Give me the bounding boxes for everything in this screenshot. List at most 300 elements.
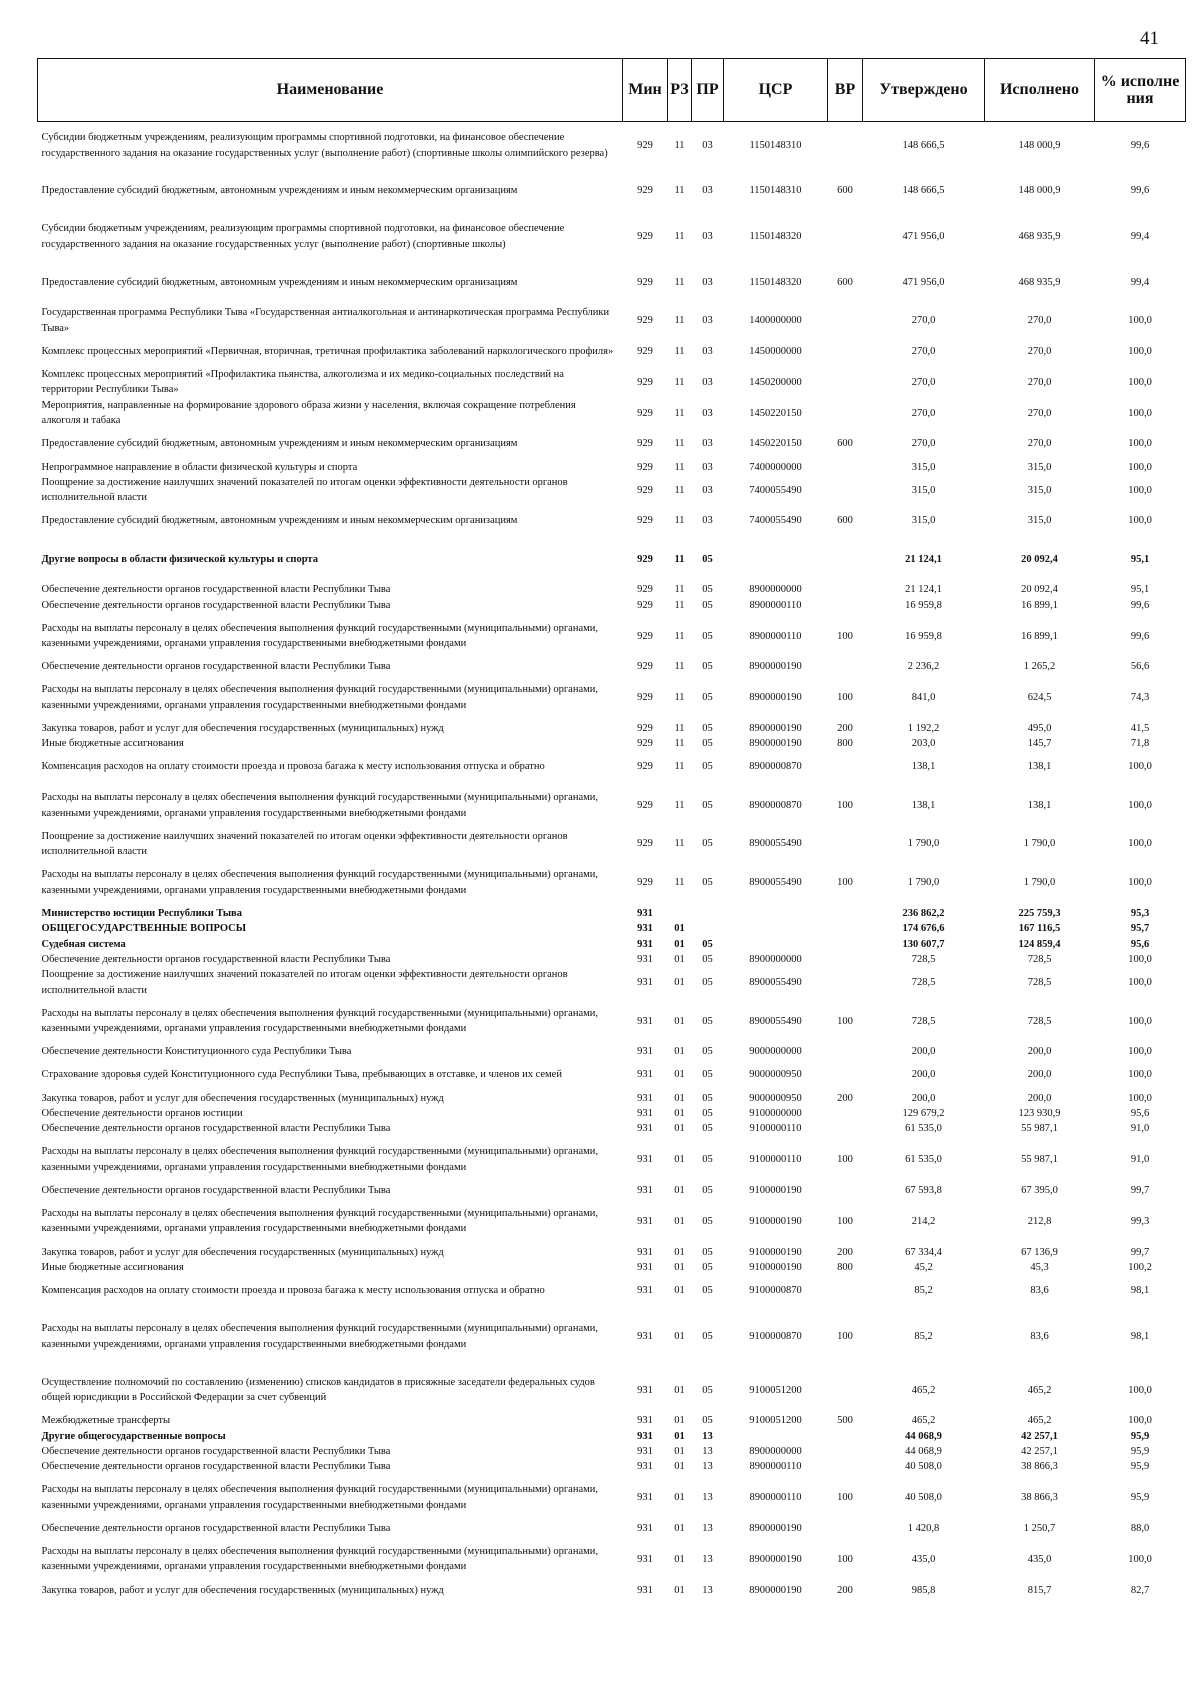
table-row: [38, 1459, 1186, 1474]
cell-executed: 728,5: [1027, 1015, 1052, 1027]
cell-pr: 05: [702, 692, 713, 704]
table-row: [38, 1583, 1186, 1598]
cell-min: 929: [637, 140, 653, 152]
cell-executed: 728,5: [1027, 953, 1052, 965]
cell-csr: 1450220150: [749, 407, 802, 419]
table-row: [38, 1275, 1186, 1306]
cell-min: 931: [637, 1445, 653, 1457]
cell-name: Страхование здоровья судей Конституционного суда Республики Тыва, пребывающих в отставке, и членов их семей: [41, 1069, 562, 1081]
cell-name: Расходы на выплаты персоналу в целях обеспечения выполнения функций государственными (муниципальными) органами, казенными учреждениями, органами управления государственными внебюджетными фондами: [41, 1146, 599, 1173]
cell-pr: 05: [702, 838, 713, 850]
cell-name: Министерство юстиции Республики Тыва: [41, 907, 242, 919]
cell-executed: 1 265,2: [1023, 661, 1056, 673]
cell-min: 929: [637, 461, 653, 473]
cell-csr: 8900000190: [749, 738, 802, 750]
cell-approved: 203,0: [911, 738, 936, 750]
cell-approved: 16 959,8: [905, 599, 942, 611]
cell-csr: 8900000110: [749, 599, 802, 611]
cell-percent: 88,0: [1130, 1522, 1150, 1534]
cell-executed: 465,2: [1027, 1384, 1052, 1396]
cell-csr: 9000000950: [749, 1092, 802, 1104]
cell-executed: 83,6: [1030, 1285, 1049, 1297]
cell-executed: 200,0: [1027, 1092, 1052, 1104]
cell-csr: 8900000190: [749, 692, 802, 704]
cell-name: Обеспечение деятельности органов государственной власти Республики Тыва: [41, 1184, 391, 1196]
table-header-row: [38, 59, 1186, 122]
cell-min: 929: [637, 599, 653, 611]
cell-vr: 200: [837, 1092, 853, 1104]
cell-csr: 1400000000: [749, 315, 802, 327]
cell-executed: 1 790,0: [1023, 838, 1056, 850]
cell-percent: 100,0: [1128, 407, 1152, 419]
cell-executed: 145,7: [1027, 738, 1052, 750]
cell-csr: 9100000190: [749, 1261, 802, 1273]
cell-executed: 67 136,9: [1021, 1246, 1058, 1258]
cell-percent: 100,0: [1128, 876, 1152, 888]
cell-percent: 100,0: [1128, 977, 1152, 989]
cell-vr: [828, 1459, 863, 1474]
cell-csr: 9100000870: [749, 1285, 802, 1297]
cell-percent: 100,2: [1128, 1261, 1152, 1273]
cell-pr: 05: [702, 553, 713, 565]
table-row: [38, 860, 1186, 906]
cell-vr: [828, 305, 863, 336]
table-row: [38, 721, 1186, 736]
cell-min: 929: [637, 407, 653, 419]
cell-name: Компенсация расходов на оплату стоимости проезда и провоза багажа к месту использования отпуска и обратно: [41, 1285, 545, 1297]
cell-executed: 468 935,9: [1018, 276, 1061, 288]
cell-vr: [828, 336, 863, 367]
cell-executed: 465,2: [1027, 1415, 1052, 1427]
cell-rz: 11: [674, 230, 685, 242]
cell-pr: 13: [702, 1584, 713, 1596]
cell-rz: 01: [674, 1069, 685, 1081]
cell-csr: 9100051200: [749, 1415, 802, 1427]
cell-rz: 11: [674, 553, 685, 565]
cell-csr: 7400055490: [749, 484, 802, 496]
cell-rz: 01: [674, 1092, 685, 1104]
cell-vr: [828, 1429, 863, 1444]
table-row: [38, 1444, 1186, 1459]
cell-csr: 9100000190: [749, 1184, 802, 1196]
cell-min: 931: [637, 1461, 653, 1473]
cell-min: 931: [637, 1430, 653, 1442]
table-row: [38, 305, 1186, 336]
cell-min: 929: [637, 484, 653, 496]
cell-executed: 1 250,7: [1023, 1522, 1056, 1534]
cell-min: 929: [637, 438, 653, 450]
cell-csr: 9100000110: [749, 1123, 802, 1135]
cell-rz: 01: [674, 1584, 685, 1596]
table-row: [38, 1183, 1186, 1198]
cell-vr: [828, 1183, 863, 1198]
cell-percent: 99,4: [1130, 230, 1150, 242]
cell-rz: 01: [674, 1246, 685, 1258]
col-header-percent: % исполне ния: [1095, 59, 1186, 122]
cell-vr: 100: [837, 1215, 853, 1227]
cell-name: Обеспечение деятельности органов государственной власти Республики Тыва: [41, 584, 391, 596]
cell-percent: 99,4: [1130, 276, 1150, 288]
cell-executed: 495,0: [1027, 722, 1052, 734]
cell-pr: 13: [702, 1553, 713, 1565]
cell-executed: 16 899,1: [1021, 630, 1058, 642]
cell-percent: 95,9: [1130, 1445, 1150, 1457]
cell-csr: 9000000950: [749, 1069, 802, 1081]
cell-rz: 11: [674, 599, 685, 611]
cell-pr: 05: [702, 722, 713, 734]
cell-percent: 100,0: [1128, 799, 1152, 811]
cell-executed: 270,0: [1027, 315, 1052, 327]
cell-csr: [724, 1429, 828, 1444]
cell-pr: 05: [702, 1184, 713, 1196]
cell-csr: 8900000870: [749, 761, 802, 773]
cell-min: 929: [637, 738, 653, 750]
cell-vr: [828, 460, 863, 475]
cell-executed: 38 866,3: [1021, 1492, 1058, 1504]
cell-csr: 1450200000: [749, 376, 802, 388]
cell-pr: 03: [702, 515, 713, 527]
cell-pr: 03: [702, 438, 713, 450]
cell-executed: 435,0: [1027, 1553, 1052, 1565]
cell-name: Расходы на выплаты персоналу в целях обеспечения выполнения функций государственными (муниципальными) органами, казенными учреждениями, органами управления государственными внебюджетными фондами: [41, 1546, 599, 1573]
cell-vr: 100: [837, 799, 853, 811]
cell-rz: 11: [674, 584, 685, 596]
cell-executed: 20 092,4: [1021, 553, 1058, 565]
cell-percent: 95,1: [1130, 553, 1150, 565]
cell-approved: 200,0: [911, 1069, 936, 1081]
cell-csr: 9100051200: [749, 1384, 802, 1396]
cell-vr: [828, 1044, 863, 1059]
col-header-rz: РЗ: [668, 59, 692, 122]
cell-min: 931: [637, 1522, 653, 1534]
cell-min: 931: [637, 977, 653, 989]
cell-rz: 01: [674, 1492, 685, 1504]
cell-executed: 124 859,4: [1018, 938, 1061, 950]
table-row: [38, 1536, 1186, 1582]
cell-name: Другие общегосударственные вопросы: [41, 1430, 226, 1442]
cell-percent: 95,3: [1130, 907, 1150, 919]
cell-rz: 01: [674, 1107, 685, 1119]
cell-approved: 2 236,2: [907, 661, 940, 673]
cell-percent: 99,6: [1130, 184, 1150, 196]
cell-min: 931: [637, 1015, 653, 1027]
cell-pr: 05: [702, 1107, 713, 1119]
cell-percent: 100,0: [1128, 345, 1152, 357]
cell-approved: 67 334,4: [905, 1246, 942, 1258]
table-row: [38, 1429, 1186, 1444]
cell-percent: 74,3: [1130, 692, 1150, 704]
cell-approved: 200,0: [911, 1046, 936, 1058]
cell-pr: 05: [702, 599, 713, 611]
cell-rz: 11: [674, 461, 685, 473]
cell-vr: 600: [837, 184, 853, 196]
cell-vr: 100: [837, 1553, 853, 1565]
table-row: [38, 168, 1186, 214]
cell-executed: 55 987,1: [1021, 1123, 1058, 1135]
cell-min: 929: [637, 722, 653, 734]
cell-executed: 815,7: [1027, 1584, 1052, 1596]
cell-executed: 45,3: [1030, 1261, 1049, 1273]
cell-vr: [828, 1060, 863, 1091]
cell-pr: 03: [702, 407, 713, 419]
cell-name: Обеспечение деятельности органов государственной власти Республики Тыва: [41, 953, 391, 965]
cell-approved: 40 508,0: [905, 1461, 942, 1473]
cell-percent: 98,1: [1130, 1285, 1150, 1297]
cell-percent: 99,6: [1130, 599, 1150, 611]
cell-min: 929: [637, 761, 653, 773]
cell-pr: 05: [702, 761, 713, 773]
cell-min: 931: [637, 1215, 653, 1227]
cell-pr: 05: [702, 977, 713, 989]
cell-rz: 11: [674, 692, 685, 704]
cell-executed: 270,0: [1027, 438, 1052, 450]
table-row: [38, 475, 1186, 506]
cell-name: Судебная система: [41, 938, 126, 950]
cell-executed: 270,0: [1027, 376, 1052, 388]
cell-executed: 270,0: [1027, 407, 1052, 419]
cell-csr: 8900055490: [749, 1015, 802, 1027]
cell-vr: [828, 1367, 863, 1413]
cell-vr: 200: [837, 1246, 853, 1258]
cell-approved: 471 956,0: [902, 230, 945, 242]
cell-csr: 9100000110: [749, 1154, 802, 1166]
cell-approved: 44 068,9: [905, 1445, 942, 1457]
cell-name: Обеспечение деятельности органов государственной власти Республики Тыва: [41, 599, 391, 611]
cell-vr: 100: [837, 1492, 853, 1504]
cell-approved: 435,0: [911, 1553, 936, 1565]
cell-pr: 05: [702, 953, 713, 965]
cell-name: Расходы на выплаты персоналу в целях обеспечения выполнения функций государственными (муниципальными) органами, казенными учреждениями, органами управления государственными внебюджетными фондами: [41, 869, 599, 896]
col-header-approved: Утверждено: [863, 59, 985, 122]
cell-name: Обеспечение деятельности органов государственной власти Республики Тыва: [41, 1522, 391, 1534]
cell-percent: 99,7: [1130, 1246, 1150, 1258]
cell-percent: 41,5: [1130, 722, 1150, 734]
cell-pr: 05: [702, 1331, 713, 1343]
cell-csr: [724, 937, 828, 952]
table-row: [38, 1044, 1186, 1059]
cell-vr: [828, 967, 863, 998]
cell-executed: 225 759,3: [1018, 907, 1061, 919]
table-row: [38, 1198, 1186, 1244]
cell-pr: 05: [702, 738, 713, 750]
cell-approved: 85,2: [914, 1331, 933, 1343]
cell-executed: 468 935,9: [1018, 230, 1061, 242]
cell-rz: 01: [674, 923, 685, 935]
cell-executed: 315,0: [1027, 484, 1052, 496]
cell-pr: 05: [702, 1069, 713, 1081]
cell-vr: [828, 1444, 863, 1459]
cell-min: 929: [637, 376, 653, 388]
cell-pr: 03: [702, 140, 713, 152]
cell-approved: 148 666,5: [902, 184, 945, 196]
table-row: [38, 1367, 1186, 1413]
cell-name: Предоставление субсидий бюджетным, автономным учреждениям и иным некоммерческим организациям: [41, 438, 518, 450]
cell-pr: 05: [702, 1215, 713, 1227]
cell-name: Расходы на выплаты персоналу в целях обеспечения выполнения функций государственными (муниципальными) органами, казенными учреждениями, органами управления государственными внебюджетными фондами: [41, 1484, 599, 1511]
cell-approved: 465,2: [911, 1415, 936, 1427]
cell-executed: 624,5: [1027, 692, 1052, 704]
cell-pr: 05: [702, 1384, 713, 1396]
cell-percent: 100,0: [1128, 461, 1152, 473]
cell-name: Обеспечение деятельности органов государственной власти Республики Тыва: [41, 1123, 391, 1135]
cell-executed: 315,0: [1027, 461, 1052, 473]
cell-percent: 100,0: [1128, 1092, 1152, 1104]
cell-min: 929: [637, 315, 653, 327]
cell-rz: 11: [674, 184, 685, 196]
cell-pr: 05: [702, 661, 713, 673]
cell-percent: 100,0: [1128, 1015, 1152, 1027]
cell-csr: 1150148310: [749, 184, 802, 196]
cell-rz: 11: [674, 630, 685, 642]
cell-pr: 05: [702, 876, 713, 888]
cell-rz: 11: [674, 315, 685, 327]
cell-approved: 16 959,8: [905, 630, 942, 642]
cell-vr: [828, 952, 863, 967]
cell-executed: 200,0: [1027, 1069, 1052, 1081]
cell-pr: 13: [702, 1492, 713, 1504]
table-row: [38, 1060, 1186, 1091]
cell-rz: 01: [674, 938, 685, 950]
cell-name: Расходы на выплаты персоналу в целях обеспечения выполнения функций государственными (муниципальными) органами, казенными учреждениями, органами управления государственными внебюджетными фондами: [41, 1323, 599, 1350]
cell-min: 931: [637, 1285, 653, 1297]
col-header-min: Мин: [623, 59, 668, 122]
cell-name: Поощрение за достижение наилучших значений показателей по итогам оценки эффективности деятельности органов исполнительной власти: [41, 476, 568, 504]
cell-percent: 100,0: [1128, 376, 1152, 388]
cell-percent: 100,0: [1128, 1384, 1152, 1396]
cell-rz: 11: [674, 345, 685, 357]
cell-rz: [668, 906, 692, 921]
table-row: [38, 1091, 1186, 1106]
cell-name: Иные бюджетные ассигнования: [41, 1261, 184, 1273]
cell-percent: 100,0: [1128, 438, 1152, 450]
cell-min: 929: [637, 838, 653, 850]
cell-vr: [828, 1275, 863, 1306]
table-row: [38, 1521, 1186, 1536]
cell-name: Расходы на выплаты персоналу в целях обеспечения выполнения функций государственными (муниципальными) органами, казенными учреждениями, органами управления государственными внебюджетными фондами: [41, 622, 599, 650]
cell-rz: 01: [674, 1415, 685, 1427]
cell-percent: 98,1: [1130, 1331, 1150, 1343]
cell-percent: 99,6: [1130, 630, 1150, 642]
cell-approved: 61 535,0: [905, 1123, 942, 1135]
cell-approved: 130 607,7: [902, 938, 945, 950]
cell-approved: 21 124,1: [905, 553, 942, 565]
table-row: [38, 829, 1186, 860]
cell-approved: 270,0: [911, 407, 936, 419]
cell-csr: 1150148310: [749, 140, 802, 152]
cell-executed: 167 116,5: [1018, 923, 1061, 935]
cell-approved: 465,2: [911, 1384, 936, 1396]
cell-csr: 8900000190: [749, 1584, 802, 1596]
cell-min: 931: [637, 1331, 653, 1343]
cell-name: Другие вопросы в области физической культуры и спорта: [41, 553, 318, 565]
page-number: 41: [1140, 28, 1159, 49]
cell-pr: 05: [702, 1415, 713, 1427]
cell-rz: 11: [674, 738, 685, 750]
cell-name: Компенсация расходов на оплату стоимости проезда и провоза багажа к месту использования отпуска и обратно: [41, 761, 545, 773]
cell-pr: 05: [702, 799, 713, 811]
cell-csr: [724, 537, 828, 583]
cell-min: 931: [637, 1046, 653, 1058]
col-header-csr: ЦСР: [724, 59, 828, 122]
cell-name: Иные бюджетные ассигнования: [41, 738, 184, 750]
cell-vr: 200: [837, 722, 853, 734]
cell-pr: 13: [702, 1445, 713, 1457]
cell-approved: 148 666,5: [902, 140, 945, 152]
cell-vr: [828, 537, 863, 583]
cell-csr: 8900055490: [749, 876, 802, 888]
cell-executed: 148 000,9: [1018, 140, 1061, 152]
cell-rz: 11: [674, 799, 685, 811]
table-row: [38, 659, 1186, 674]
cell-vr: 100: [837, 1015, 853, 1027]
cell-rz: 01: [674, 977, 685, 989]
cell-name: Поощрение за достижение наилучших значений показателей по итогам оценки эффективности деятельности органов исполнительной власти: [41, 830, 568, 858]
cell-vr: [828, 367, 863, 398]
table-row: [38, 1106, 1186, 1121]
cell-pr: 05: [702, 1154, 713, 1166]
cell-csr: 1450000000: [749, 345, 802, 357]
cell-approved: 728,5: [911, 977, 936, 989]
cell-vr: [828, 1121, 863, 1136]
cell-name: ОБЩЕГОСУДАРСТВЕННЫЕ ВОПРОСЫ: [41, 923, 247, 935]
cell-executed: 20 092,4: [1021, 584, 1058, 596]
cell-percent: 95,7: [1130, 923, 1150, 935]
cell-name: Закупка товаров, работ и услуг для обеспечения государственных (муниципальных) нужд: [41, 1246, 444, 1258]
cell-pr: 05: [702, 584, 713, 596]
cell-rz: 11: [674, 515, 685, 527]
table-row: [38, 367, 1186, 398]
cell-name: Закупка товаров, работ и услуг для обеспечения государственных (муниципальных) нужд: [41, 1092, 444, 1104]
table-body: [38, 122, 1186, 1598]
cell-csr: 8900000870: [749, 799, 802, 811]
cell-vr: [828, 582, 863, 597]
cell-pr: 05: [702, 1123, 713, 1135]
cell-csr: 1450220150: [749, 438, 802, 450]
cell-min: 931: [637, 1246, 653, 1258]
cell-approved: 45,2: [914, 1261, 933, 1273]
cell-name: Поощрение за достижение наилучших значений показателей по итогам оценки эффективности деятельности органов исполнительной власти: [41, 969, 568, 996]
cell-pr: 05: [702, 938, 713, 950]
cell-csr: 9100000870: [749, 1331, 802, 1343]
cell-min: 931: [637, 1092, 653, 1104]
cell-name: Обеспечение деятельности органов юстиции: [41, 1107, 243, 1119]
cell-vr: [828, 475, 863, 506]
cell-min: 929: [637, 799, 653, 811]
cell-min: 931: [637, 1154, 653, 1166]
cell-percent: 100,0: [1128, 1553, 1152, 1565]
cell-name: Обеспечение деятельности органов государственной власти Республики Тыва: [41, 1461, 391, 1473]
table-row: [38, 937, 1186, 952]
cell-pr: 05: [702, 1092, 713, 1104]
cell-csr: 8900000110: [749, 630, 802, 642]
cell-csr: 8900000000: [749, 584, 802, 596]
cell-executed: 270,0: [1027, 345, 1052, 357]
cell-executed: 123 930,9: [1018, 1107, 1061, 1119]
cell-min: 931: [637, 1492, 653, 1504]
cell-min: 931: [637, 923, 653, 935]
cell-approved: 471 956,0: [902, 276, 945, 288]
cell-rz: 01: [674, 1522, 685, 1534]
cell-pr: 13: [702, 1430, 713, 1442]
table-row: [38, 921, 1186, 936]
cell-vr: 100: [837, 876, 853, 888]
cell-csr: 8900000190: [749, 661, 802, 673]
cell-executed: 138,1: [1027, 761, 1052, 773]
cell-vr: 100: [837, 1331, 853, 1343]
cell-executed: 315,0: [1027, 515, 1052, 527]
cell-min: 931: [637, 1553, 653, 1565]
cell-name: Комплекс процессных мероприятий «Первичная, вторичная, третичная профилактика заболеваний наркологического профиля»: [41, 345, 614, 357]
